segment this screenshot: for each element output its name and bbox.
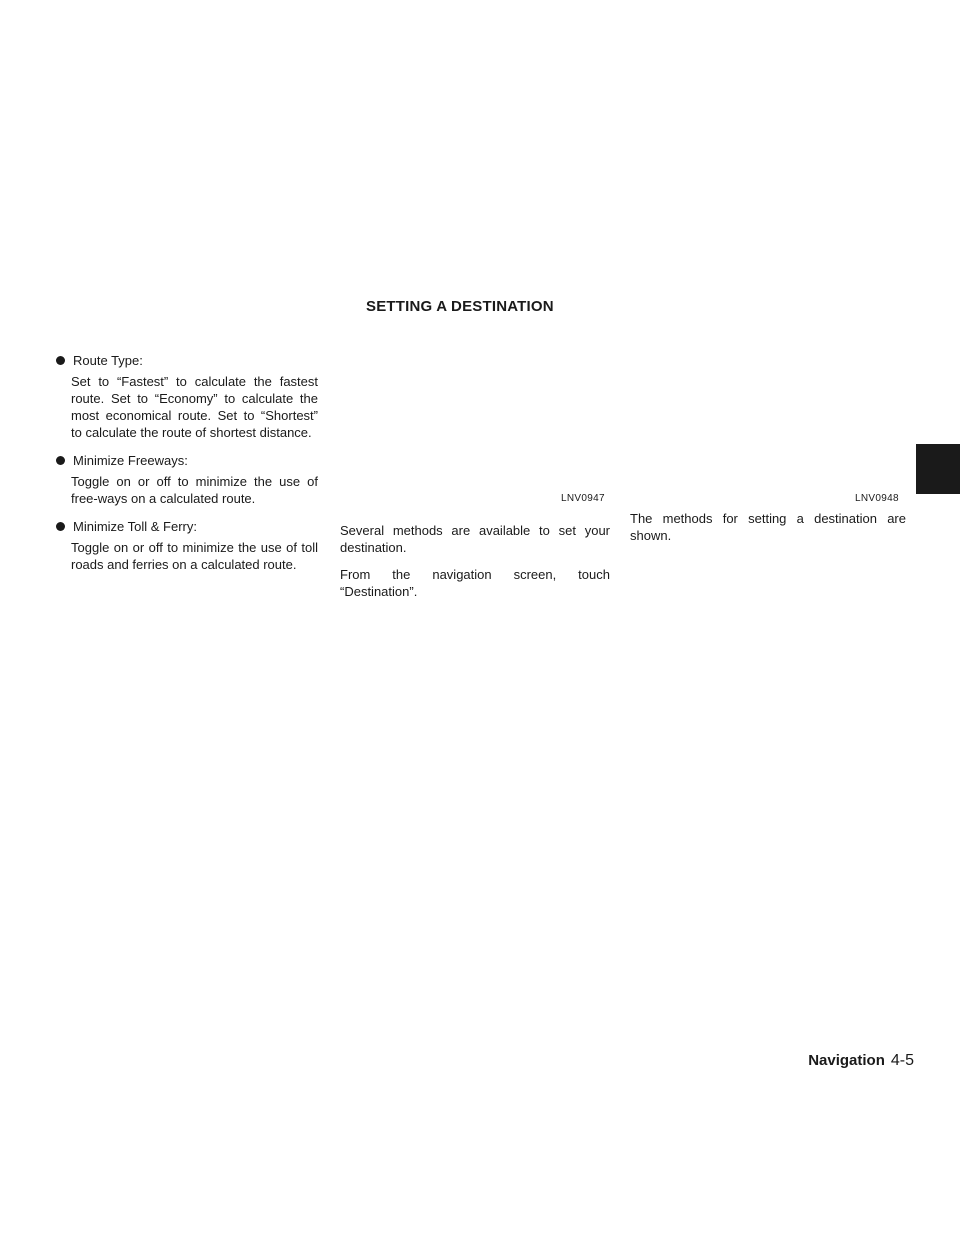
footer-section-name: Navigation [808, 1052, 885, 1069]
figure-code-left: LNV0947 [561, 493, 605, 504]
figure-code-right: LNV0948 [855, 493, 899, 504]
bullet-icon [56, 522, 65, 531]
paragraph: Several methods are available to set your destination. [340, 523, 610, 555]
left-column [56, 352, 318, 584]
item-label: Minimize Toll & Ferry: [73, 519, 198, 534]
item-description: Toggle on or off to minimize the use of free-ways on a calculated route. [71, 474, 318, 506]
section-title: SETTING A DESTINATION [366, 298, 554, 315]
bullet-icon [56, 356, 65, 365]
list-item-minimize-toll-ferry [56, 518, 318, 573]
list-item-route-type [56, 352, 318, 441]
paragraph: The methods for setting a destination are shown. [630, 511, 906, 543]
page-footer [808, 1052, 914, 1070]
item-description: Toggle on or off to minimize the use of toll roads and ferries on a calculated route. [71, 540, 318, 572]
paragraph: From the navigation screen, touch “Destination”. [340, 567, 610, 599]
page-number: 4-5 [890, 1052, 914, 1069]
item-label: Route Type: [73, 353, 143, 368]
item-description: Set to “Fastest” to calculate the fastest route. Set to “Economy” to calculate the most economical route. Set to “Shortest” to calculate the route of shortest distance. [71, 374, 318, 440]
item-label: Minimize Freeways: [73, 453, 188, 468]
bullet-icon [56, 456, 65, 465]
middle-column [340, 522, 610, 610]
list-item-minimize-freeways [56, 452, 318, 507]
right-column [630, 510, 906, 554]
chapter-edge-tab [916, 444, 960, 494]
